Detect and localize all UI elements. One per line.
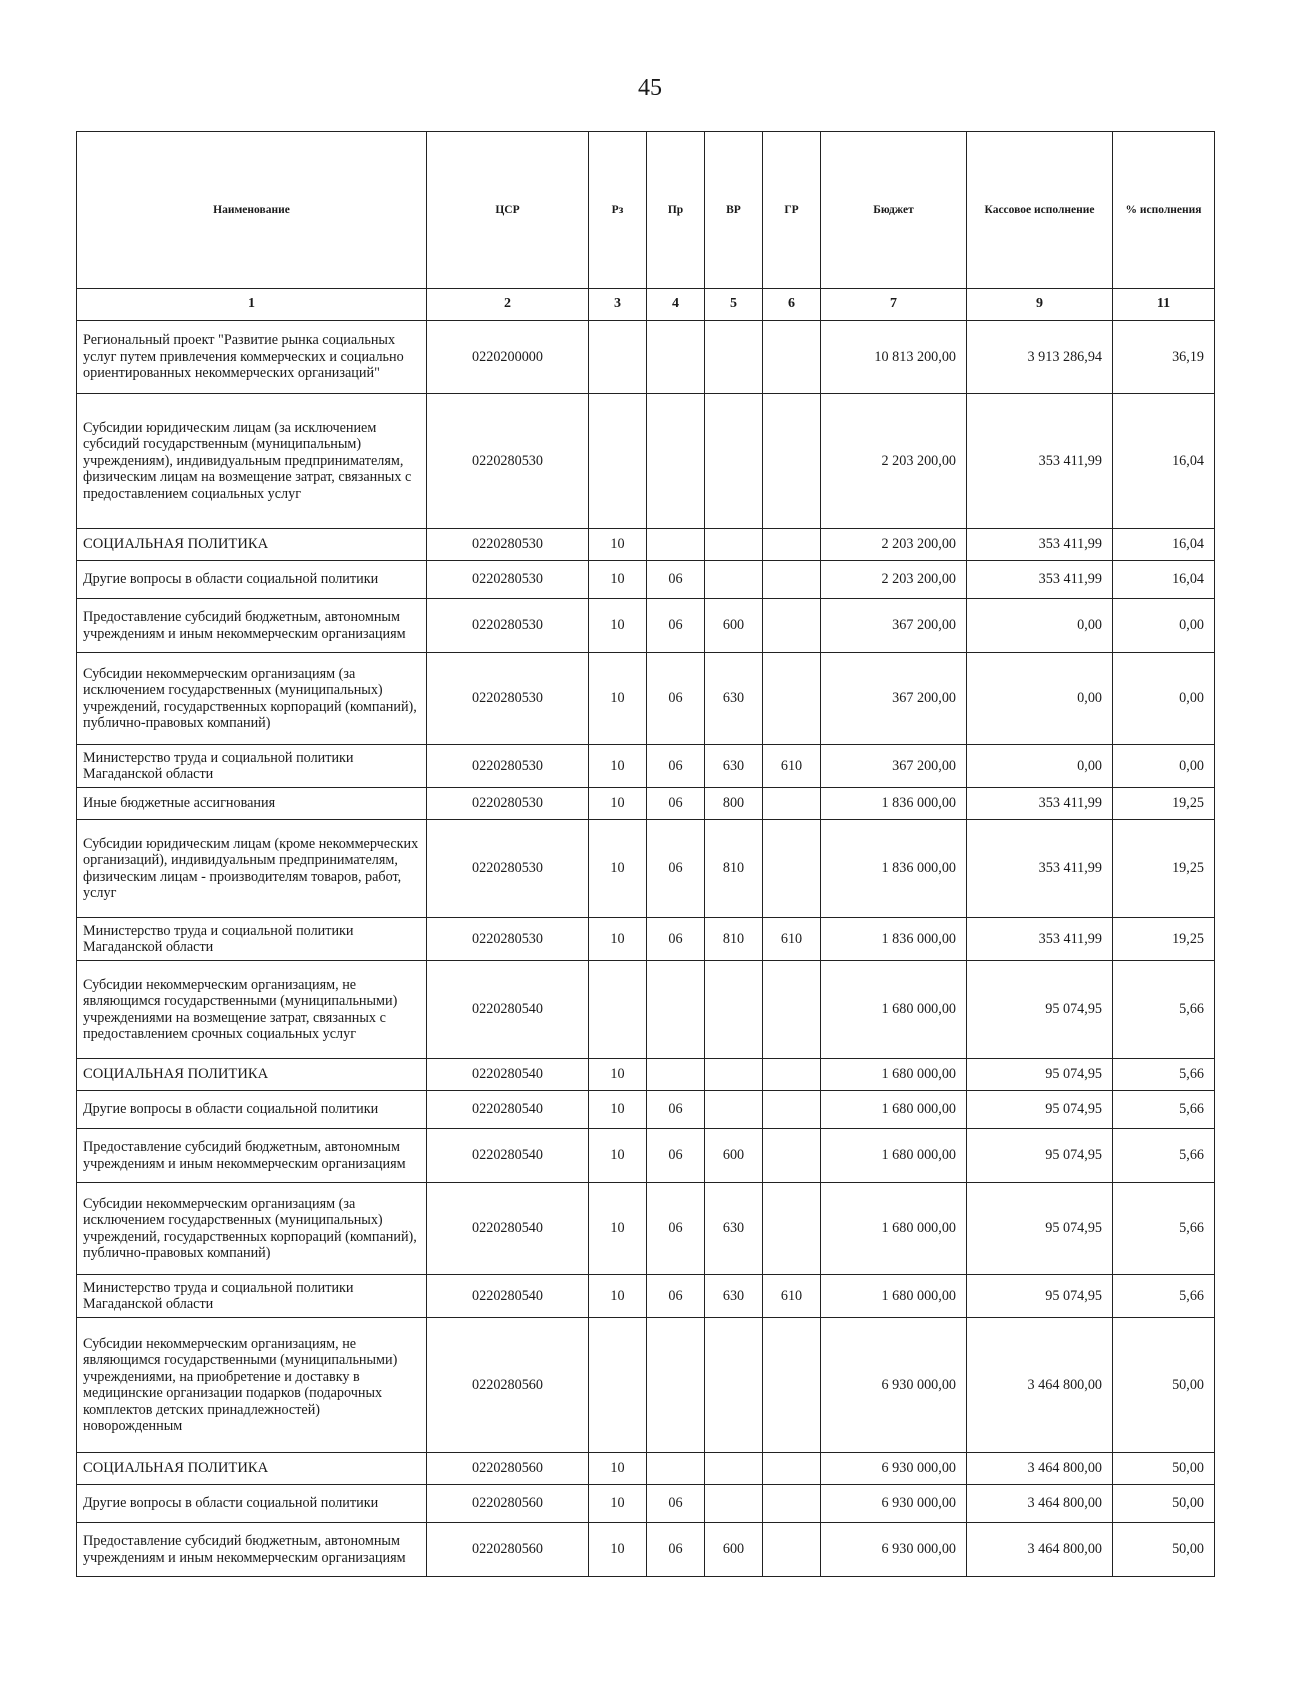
row-executed: 0,00 <box>967 745 1113 788</box>
row-budget: 6 930 000,00 <box>821 1318 967 1453</box>
row-gr <box>763 529 821 561</box>
row-rz: 10 <box>589 1059 647 1091</box>
header-pr: Пр <box>647 132 705 289</box>
row-gr <box>763 394 821 529</box>
row-budget: 1 680 000,00 <box>821 1183 967 1275</box>
row-percent: 19,25 <box>1113 788 1215 820</box>
row-executed: 95 074,95 <box>967 961 1113 1059</box>
row-gr <box>763 1485 821 1523</box>
table-row <box>77 653 1215 745</box>
row-executed: 0,00 <box>967 653 1113 745</box>
row-name: Министерство труда и социальной политики Магаданской области <box>77 918 427 961</box>
row-csr: 0220280560 <box>427 1523 589 1577</box>
table-row <box>77 1523 1215 1577</box>
row-executed: 353 411,99 <box>967 820 1113 918</box>
row-vr: 600 <box>705 1523 763 1577</box>
row-percent: 36,19 <box>1113 321 1215 394</box>
column-number: 1 <box>77 289 427 321</box>
row-gr <box>763 653 821 745</box>
row-percent: 19,25 <box>1113 820 1215 918</box>
row-rz: 10 <box>589 1183 647 1275</box>
row-percent: 5,66 <box>1113 1129 1215 1183</box>
row-percent: 16,04 <box>1113 561 1215 599</box>
row-executed: 95 074,95 <box>967 1275 1113 1318</box>
row-budget: 6 930 000,00 <box>821 1453 967 1485</box>
row-budget: 1 680 000,00 <box>821 1059 967 1091</box>
row-name: Предоставление субсидий бюджетным, автономным учреждениям и иным некоммерческим организациям <box>77 1523 427 1577</box>
row-pr: 06 <box>647 788 705 820</box>
row-name: Другие вопросы в области социальной политики <box>77 1485 427 1523</box>
column-number: 4 <box>647 289 705 321</box>
row-name: СОЦИАЛЬНАЯ ПОЛИТИКА <box>77 1453 427 1485</box>
row-gr <box>763 1453 821 1485</box>
row-rz: 10 <box>589 1129 647 1183</box>
row-budget: 6 930 000,00 <box>821 1523 967 1577</box>
row-budget: 10 813 200,00 <box>821 321 967 394</box>
column-number-row <box>77 289 1215 321</box>
row-pr <box>647 1059 705 1091</box>
row-csr: 0220280540 <box>427 1129 589 1183</box>
page-number: 45 <box>638 75 662 101</box>
row-csr: 0220280540 <box>427 1275 589 1318</box>
row-rz: 10 <box>589 1091 647 1129</box>
row-csr: 0220280540 <box>427 1183 589 1275</box>
row-budget: 6 930 000,00 <box>821 1485 967 1523</box>
row-rz <box>589 961 647 1059</box>
row-vr: 800 <box>705 788 763 820</box>
row-pr: 06 <box>647 599 705 653</box>
header-rz: Рз <box>589 132 647 289</box>
row-vr: 630 <box>705 1183 763 1275</box>
row-budget: 367 200,00 <box>821 599 967 653</box>
row-name: Иные бюджетные ассигнования <box>77 788 427 820</box>
row-rz: 10 <box>589 745 647 788</box>
column-number: 9 <box>967 289 1113 321</box>
row-name: Другие вопросы в области социальной политики <box>77 561 427 599</box>
row-gr <box>763 1318 821 1453</box>
header-row <box>77 132 1215 289</box>
row-rz: 10 <box>589 561 647 599</box>
row-pr: 06 <box>647 653 705 745</box>
row-budget: 1 836 000,00 <box>821 820 967 918</box>
row-vr <box>705 529 763 561</box>
row-percent: 0,00 <box>1113 653 1215 745</box>
row-vr: 630 <box>705 745 763 788</box>
row-percent: 50,00 <box>1113 1523 1215 1577</box>
table-row <box>77 599 1215 653</box>
row-csr: 0220280530 <box>427 599 589 653</box>
row-percent: 0,00 <box>1113 599 1215 653</box>
row-executed: 3 464 800,00 <box>967 1485 1113 1523</box>
row-percent: 50,00 <box>1113 1485 1215 1523</box>
row-budget: 2 203 200,00 <box>821 529 967 561</box>
header-vr: ВР <box>705 132 763 289</box>
row-percent: 5,66 <box>1113 1275 1215 1318</box>
column-number: 7 <box>821 289 967 321</box>
row-name: Субсидии юридическим лицам (кроме некоммерческих организаций), индивидуальным предпринимателям, физическим лицам - производителям товаров, работ, услуг <box>77 820 427 918</box>
row-pr: 06 <box>647 1523 705 1577</box>
row-executed: 95 074,95 <box>967 1129 1113 1183</box>
row-percent: 0,00 <box>1113 745 1215 788</box>
row-pr: 06 <box>647 820 705 918</box>
row-name: Предоставление субсидий бюджетным, автономным учреждениям и иным некоммерческим организациям <box>77 599 427 653</box>
row-name: СОЦИАЛЬНАЯ ПОЛИТИКА <box>77 529 427 561</box>
row-vr <box>705 961 763 1059</box>
row-gr: 610 <box>763 745 821 788</box>
row-csr: 0220280530 <box>427 788 589 820</box>
table-row <box>77 1318 1215 1453</box>
row-executed: 353 411,99 <box>967 561 1113 599</box>
row-gr <box>763 788 821 820</box>
row-percent: 19,25 <box>1113 918 1215 961</box>
row-csr: 0220280530 <box>427 529 589 561</box>
row-csr: 0220280560 <box>427 1485 589 1523</box>
row-csr: 0220280560 <box>427 1453 589 1485</box>
column-number: 11 <box>1113 289 1215 321</box>
row-csr: 0220280540 <box>427 961 589 1059</box>
row-gr <box>763 1059 821 1091</box>
row-executed: 95 074,95 <box>967 1183 1113 1275</box>
row-csr: 0220200000 <box>427 321 589 394</box>
header-percent: % исполнения <box>1113 132 1215 289</box>
row-percent: 5,66 <box>1113 961 1215 1059</box>
row-rz: 10 <box>589 788 647 820</box>
table-row <box>77 529 1215 561</box>
header-gr: ГР <box>763 132 821 289</box>
row-name: Субсидии некоммерческим организациям (за исключением государственных (муниципальных) учреждений, государственных корпораций (компаний), публично-правовых компаний) <box>77 653 427 745</box>
row-csr: 0220280530 <box>427 561 589 599</box>
table-row <box>77 1129 1215 1183</box>
row-name: Субсидии некоммерческим организациям, не являющимся государственными (муниципальными) учреждениями, на приобретение и доставку в медицинские организации подарков (подарочных комплектов детских принадлежностей) новорожденным <box>77 1318 427 1453</box>
row-percent: 5,66 <box>1113 1183 1215 1275</box>
row-budget: 2 203 200,00 <box>821 561 967 599</box>
row-pr: 06 <box>647 918 705 961</box>
row-budget: 1 680 000,00 <box>821 1275 967 1318</box>
row-rz: 10 <box>589 1453 647 1485</box>
row-executed: 0,00 <box>967 599 1113 653</box>
row-budget: 1 836 000,00 <box>821 788 967 820</box>
row-rz: 10 <box>589 599 647 653</box>
row-vr <box>705 1091 763 1129</box>
row-vr <box>705 1485 763 1523</box>
row-vr: 600 <box>705 599 763 653</box>
table-row <box>77 820 1215 918</box>
row-name: Региональный проект "Развитие рынка социальных услуг путем привлечения коммерческих и социально ориентированных некоммерческих организаций" <box>77 321 427 394</box>
row-csr: 0220280530 <box>427 918 589 961</box>
column-number: 6 <box>763 289 821 321</box>
row-pr <box>647 529 705 561</box>
table-row <box>77 1453 1215 1485</box>
row-vr: 810 <box>705 918 763 961</box>
row-gr: 610 <box>763 918 821 961</box>
row-pr: 06 <box>647 561 705 599</box>
row-executed: 353 411,99 <box>967 394 1113 529</box>
row-vr <box>705 1453 763 1485</box>
row-csr: 0220280530 <box>427 653 589 745</box>
header-csr: ЦСР <box>427 132 589 289</box>
row-gr <box>763 1183 821 1275</box>
row-csr: 0220280530 <box>427 820 589 918</box>
row-executed: 95 074,95 <box>967 1059 1113 1091</box>
table-row <box>77 1275 1215 1318</box>
header-executed: Кассовое исполнение <box>967 132 1113 289</box>
row-pr <box>647 961 705 1059</box>
row-vr <box>705 321 763 394</box>
row-pr: 06 <box>647 1129 705 1183</box>
row-rz: 10 <box>589 1523 647 1577</box>
row-vr <box>705 1318 763 1453</box>
row-name: Субсидии некоммерческим организациям (за исключением государственных (муниципальных) учреждений, государственных корпораций (компаний), публично-правовых компаний) <box>77 1183 427 1275</box>
row-percent: 50,00 <box>1113 1318 1215 1453</box>
row-percent: 16,04 <box>1113 394 1215 529</box>
row-executed: 3 464 800,00 <box>967 1453 1113 1485</box>
row-percent: 16,04 <box>1113 529 1215 561</box>
row-vr <box>705 394 763 529</box>
row-name: Субсидии некоммерческим организациям, не являющимся государственными (муниципальными) учреждениями на возмещение затрат, связанных с предоставлением срочных социальных услуг <box>77 961 427 1059</box>
table-row <box>77 321 1215 394</box>
row-vr: 630 <box>705 653 763 745</box>
row-name: Другие вопросы в области социальной политики <box>77 1091 427 1129</box>
row-executed: 353 411,99 <box>967 529 1113 561</box>
row-vr <box>705 1059 763 1091</box>
row-rz: 10 <box>589 653 647 745</box>
row-csr: 0220280530 <box>427 394 589 529</box>
row-pr: 06 <box>647 1091 705 1129</box>
row-executed: 3 464 800,00 <box>967 1523 1113 1577</box>
table-row <box>77 1059 1215 1091</box>
row-budget: 2 203 200,00 <box>821 394 967 529</box>
row-name: СОЦИАЛЬНАЯ ПОЛИТИКА <box>77 1059 427 1091</box>
row-name: Предоставление субсидий бюджетным, автономным учреждениям и иным некоммерческим организациям <box>77 1129 427 1183</box>
row-executed: 3 464 800,00 <box>967 1318 1113 1453</box>
row-rz: 10 <box>589 1485 647 1523</box>
row-rz: 10 <box>589 820 647 918</box>
row-gr <box>763 599 821 653</box>
row-percent: 5,66 <box>1113 1091 1215 1129</box>
table-row <box>77 1485 1215 1523</box>
row-gr <box>763 820 821 918</box>
table-row <box>77 961 1215 1059</box>
row-pr <box>647 1453 705 1485</box>
row-rz <box>589 321 647 394</box>
row-gr <box>763 1523 821 1577</box>
row-budget: 1 680 000,00 <box>821 1129 967 1183</box>
header-name: Наименование <box>77 132 427 289</box>
row-percent: 5,66 <box>1113 1059 1215 1091</box>
column-number: 2 <box>427 289 589 321</box>
row-gr: 610 <box>763 1275 821 1318</box>
row-name: Министерство труда и социальной политики Магаданской области <box>77 1275 427 1318</box>
table-row <box>77 561 1215 599</box>
row-pr <box>647 321 705 394</box>
row-csr: 0220280540 <box>427 1091 589 1129</box>
row-vr: 810 <box>705 820 763 918</box>
row-rz <box>589 1318 647 1453</box>
row-name: Министерство труда и социальной политики Магаданской области <box>77 745 427 788</box>
row-pr <box>647 394 705 529</box>
row-budget: 1 680 000,00 <box>821 1091 967 1129</box>
row-pr <box>647 1318 705 1453</box>
header-budget: Бюджет <box>821 132 967 289</box>
row-gr <box>763 561 821 599</box>
row-pr: 06 <box>647 745 705 788</box>
row-budget: 1 836 000,00 <box>821 918 967 961</box>
row-gr <box>763 961 821 1059</box>
column-number: 5 <box>705 289 763 321</box>
column-number: 3 <box>589 289 647 321</box>
table-row <box>77 1183 1215 1275</box>
row-gr <box>763 1091 821 1129</box>
row-csr: 0220280530 <box>427 745 589 788</box>
row-executed: 3 913 286,94 <box>967 321 1113 394</box>
row-budget: 367 200,00 <box>821 653 967 745</box>
budget-execution-table <box>76 131 1215 1577</box>
row-pr: 06 <box>647 1275 705 1318</box>
row-executed: 353 411,99 <box>967 788 1113 820</box>
table-row <box>77 788 1215 820</box>
row-rz: 10 <box>589 529 647 561</box>
table-row <box>77 918 1215 961</box>
table-row <box>77 1091 1215 1129</box>
table-body <box>77 321 1215 1577</box>
row-budget: 1 680 000,00 <box>821 961 967 1059</box>
row-executed: 353 411,99 <box>967 918 1113 961</box>
row-rz: 10 <box>589 918 647 961</box>
row-pr: 06 <box>647 1183 705 1275</box>
row-csr: 0220280560 <box>427 1318 589 1453</box>
row-executed: 95 074,95 <box>967 1091 1113 1129</box>
row-pr: 06 <box>647 1485 705 1523</box>
row-name: Субсидии юридическим лицам (за исключением субсидий государственным (муниципальным) учреждениям), индивидуальным предпринимателям, физическим лицам на возмещение затрат, связанных с предоставлением социальных услуг <box>77 394 427 529</box>
table-row <box>77 394 1215 529</box>
table-row <box>77 745 1215 788</box>
row-vr: 600 <box>705 1129 763 1183</box>
row-gr <box>763 1129 821 1183</box>
row-budget: 367 200,00 <box>821 745 967 788</box>
row-csr: 0220280540 <box>427 1059 589 1091</box>
row-gr <box>763 321 821 394</box>
row-rz <box>589 394 647 529</box>
row-rz: 10 <box>589 1275 647 1318</box>
row-vr <box>705 561 763 599</box>
row-percent: 50,00 <box>1113 1453 1215 1485</box>
row-vr: 630 <box>705 1275 763 1318</box>
